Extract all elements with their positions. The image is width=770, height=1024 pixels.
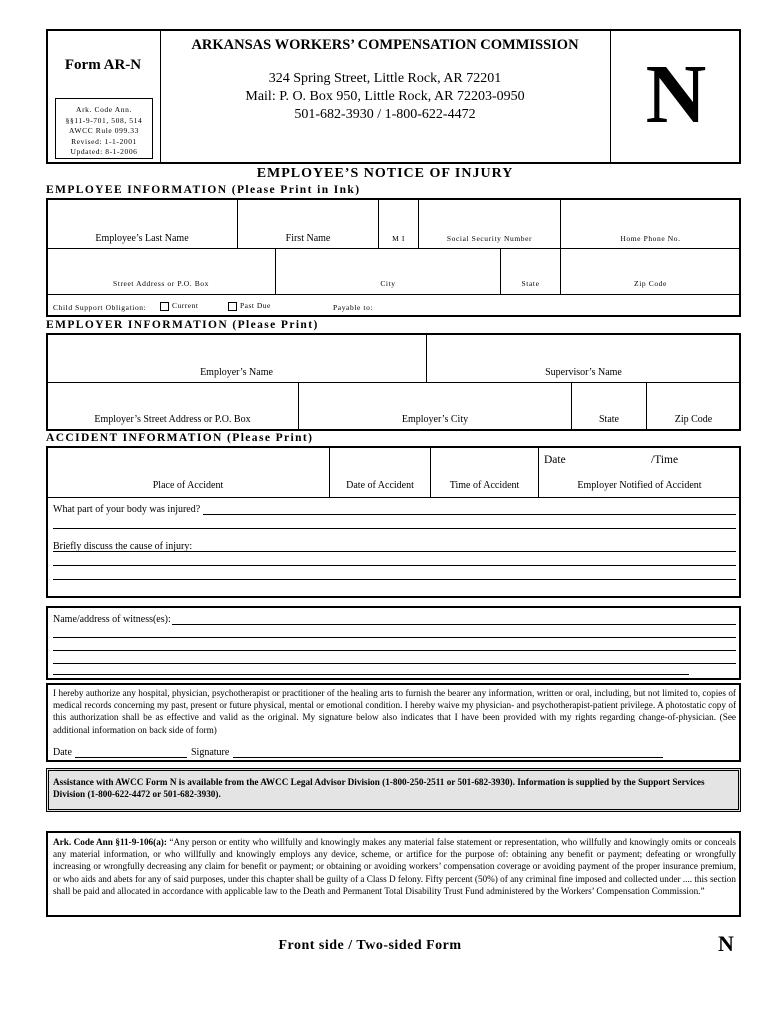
footer-letter: N	[718, 931, 734, 956]
label-city: City	[380, 279, 396, 288]
current-checkbox[interactable]	[160, 301, 198, 311]
agency-phone: 501-682-3930 / 1-800-622-4472	[294, 107, 476, 122]
label-witness: Name/address of witness(es):	[53, 614, 171, 625]
citation-line: Revised: 1-1-2001	[71, 136, 137, 146]
employer-street-field[interactable]	[48, 384, 297, 408]
signature-line[interactable]	[233, 757, 663, 758]
label-place: Place of Accident	[152, 480, 224, 491]
divider	[47, 248, 740, 249]
divider	[275, 249, 276, 294]
current-label: Current	[172, 301, 199, 310]
label-employer-name: Employer’s Name	[200, 367, 273, 378]
employer-section-heading: EMPLOYER INFORMATION (Please Print)	[46, 319, 319, 331]
employer-state-field[interactable]	[573, 384, 645, 408]
label-signature: Signature	[191, 747, 230, 758]
form-letter: N	[645, 48, 707, 141]
statute-paragraph	[53, 836, 736, 897]
label-employer-state: State	[599, 414, 619, 425]
witness-line[interactable]	[172, 624, 736, 625]
witness-line-4[interactable]	[53, 663, 736, 664]
label-ssn: Social Security Number	[446, 234, 533, 243]
time-of-accident-field[interactable]	[432, 448, 537, 474]
label-state: State	[521, 279, 540, 288]
footer-text: Front side / Two-sided Form	[278, 938, 462, 953]
employee-city-field[interactable]	[277, 250, 499, 274]
body-part-line-2[interactable]	[53, 528, 736, 529]
employee-section-heading: EMPLOYEE INFORMATION (Please Print in Ink)	[46, 184, 361, 196]
payable-to-field[interactable]	[380, 298, 738, 314]
employer-city-field[interactable]	[300, 384, 570, 408]
cause-line-2[interactable]	[53, 565, 736, 566]
employee-street-field[interactable]	[48, 250, 274, 274]
divider	[500, 249, 501, 294]
label-zip: Zip Code	[634, 279, 667, 288]
body-part-line[interactable]	[203, 514, 736, 515]
citation-line: AWCC Rule 099.33	[68, 126, 140, 135]
divider	[237, 199, 238, 248]
form-title: EMPLOYEE’S NOTICE OF INJURY	[256, 166, 514, 181]
label-child-support: Child Support Obligation:	[53, 303, 147, 312]
divider	[329, 447, 330, 497]
witness-line-3[interactable]	[53, 650, 736, 651]
place-of-accident-field[interactable]	[48, 448, 328, 474]
agency-name: ARKANSAS WORKERS’ COMPENSATION COMMISSION	[191, 37, 579, 53]
header-divider-left	[160, 30, 161, 163]
authorization-text: I hereby authorize any hospital, physician, psychotherapist or practitioner of the healing arts to furnish the bearer any information, written or oral, including, but not limited to, copies of medical records concerning my past, present or future physical, mental or emotional condition. I hereby waive my physician- and psychotherapist-patient privilege. A photostatic copy of this authorization shall be as effective and valid as the original. My signature below also indicates that I have been provided with my rights regarding change-of-physician. (See additional information on back side of form)	[53, 688, 736, 735]
past-due-label: Past Due	[240, 301, 271, 310]
employee-phone-field[interactable]	[562, 200, 739, 226]
employee-ssn-field[interactable]	[420, 200, 559, 226]
label-mi: M I	[392, 234, 405, 243]
header-divider-right	[610, 30, 611, 163]
label-first-name: First Name	[285, 233, 331, 244]
citation-box	[55, 98, 153, 159]
statute-text: “Any person or entity who willfully and knowingly makes any material false statement or representation, who willfully and knowingly omits or conceals any material information, or who willfully and knowingly employs any device, scheme, or artifice for the purpose of: obtaining any benefit or payment; defeating or wrongfully increasing or wrongfully decreasing any claim for benefit or payment; or obtaining or avoiding workers’ compensation coverage or avoiding payment of the proper insurance premium, or who aids and abets for any of said purposes, under this chapter shall be guilty of a Class D felony. Fifty percent (50%) of any criminal fine imposed and collected under .... this section shall be paid and allocated in accordance with applicable law to the Death and Permanent Total Disability Trust Fund administered by the Workers’ Compensation Commission.”	[53, 837, 736, 896]
label-auth-date: Date	[53, 747, 72, 758]
statute-citation: Ark. Code Ann §11-9-106(a):	[53, 837, 167, 847]
label-payable-to: Payable to:	[333, 303, 374, 312]
divider	[430, 447, 431, 497]
label-body-part: What part of your body was injured?	[53, 504, 201, 515]
employee-state-field[interactable]	[502, 250, 559, 274]
form-id: Form AR-N	[64, 57, 142, 73]
citation-line: Updated: 8-1-2006	[70, 147, 138, 156]
witness-line-5[interactable]	[53, 674, 689, 675]
agency-mail: Mail: P. O. Box 950, Little Rock, AR 72203-0950	[245, 89, 525, 104]
divider	[298, 383, 299, 430]
employee-zip-field[interactable]	[562, 250, 739, 274]
divider	[47, 382, 740, 383]
cause-line[interactable]	[53, 551, 736, 552]
witness-line-2[interactable]	[53, 637, 736, 638]
label-last-name: Employee’s Last Name	[95, 233, 189, 244]
citation-line: Ark. Code Ann.	[76, 105, 132, 114]
label-date: Date of Accident	[346, 480, 414, 491]
time-hint: /Time	[651, 454, 679, 466]
divider	[538, 447, 539, 497]
date-of-accident-field[interactable]	[331, 448, 429, 474]
employee-mi-field[interactable]	[380, 200, 417, 226]
divider	[418, 199, 419, 248]
accident-section-heading: ACCIDENT INFORMATION (Please Print)	[46, 432, 314, 444]
label-employer-zip: Zip Code	[674, 414, 713, 425]
divider	[47, 294, 740, 295]
checkbox-square-icon	[160, 302, 169, 311]
divider	[571, 383, 572, 430]
divider	[560, 199, 561, 248]
label-employer-notified: Employer Notified of Accident	[577, 480, 702, 491]
employer-zip-field[interactable]	[648, 384, 739, 408]
past-due-checkbox[interactable]	[228, 301, 271, 311]
label-phone: Home Phone No.	[620, 234, 681, 243]
divider	[378, 199, 379, 248]
agency-address: 324 Spring Street, Little Rock, AR 72201	[268, 71, 502, 86]
label-street: Street Address or P.O. Box	[112, 279, 210, 288]
auth-date-line[interactable]	[75, 757, 187, 758]
divider	[426, 334, 427, 382]
employer-notified-field[interactable]	[540, 448, 739, 474]
label-cause: Briefly discuss the cause of injury:	[53, 541, 193, 552]
cause-line-3[interactable]	[53, 579, 736, 580]
label-supervisor: Supervisor’s Name	[545, 367, 622, 378]
label-employer-street: Employer’s Street Address or P.O. Box	[94, 414, 251, 425]
divider	[47, 497, 740, 498]
date-hint: Date	[544, 454, 566, 466]
label-time: Time of Accident	[449, 480, 520, 491]
divider	[560, 249, 561, 294]
employee-first-name-field[interactable]	[239, 200, 377, 226]
supervisor-name-field[interactable]	[428, 335, 739, 361]
divider	[646, 383, 647, 430]
citation-line: §§11-9-701, 508, 514	[65, 115, 143, 125]
checkbox-square-icon	[228, 302, 237, 311]
label-employer-city: Employer’s City	[401, 414, 469, 425]
assistance-text: Assistance with AWCC Form N is available from the AWCC Legal Advisor Division (1-800-250-2511 or 501-682-3930). Information is supplied by the Support Services Division (1-800-622-4472 or 501-682-3930).	[53, 777, 705, 800]
employer-name-field[interactable]	[48, 335, 425, 361]
employee-last-name-field[interactable]	[48, 200, 236, 226]
